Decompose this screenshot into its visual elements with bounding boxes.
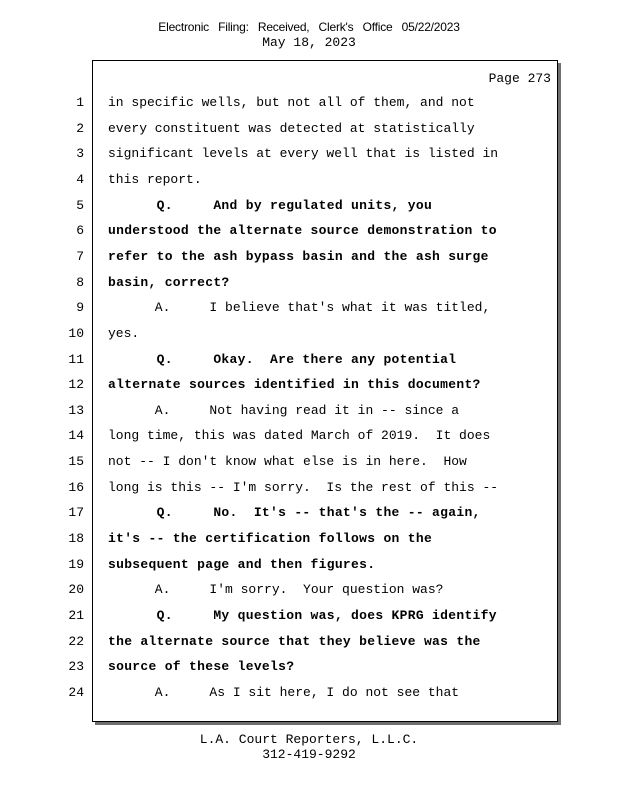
transcript-line xyxy=(0,298,618,318)
transcript-line xyxy=(0,580,618,600)
transcript-line xyxy=(0,119,618,139)
line-text: every constituent was detected at statistically xyxy=(108,121,475,136)
transcript-line xyxy=(0,196,618,216)
line-text: yes. xyxy=(108,326,140,341)
transcript-line xyxy=(0,632,618,652)
line-number: 1 xyxy=(76,95,84,110)
line-number: 2 xyxy=(76,121,84,136)
line-number: 4 xyxy=(76,172,84,187)
line-text: refer to the ash bypass basin and the ash surge xyxy=(108,249,489,264)
line-number: 11 xyxy=(68,352,84,367)
line-number: 17 xyxy=(68,505,84,520)
transcript-line xyxy=(0,478,618,498)
filing-stamp: Electronic Filing: Received, Clerk's Office 05/22/2023 xyxy=(158,20,460,34)
line-number: 20 xyxy=(68,582,84,597)
line-text: A. I'm sorry. Your question was? xyxy=(108,582,444,597)
transcript-line xyxy=(0,273,618,293)
reporter-company: L.A. Court Reporters, L.L.C. xyxy=(199,732,419,747)
line-text: not -- I don't know what else is in here. How xyxy=(108,454,467,469)
line-text: it's -- the certification follows on the xyxy=(108,531,433,546)
line-number: 21 xyxy=(68,608,84,623)
page-number: Page 273 xyxy=(488,71,551,86)
line-text: Q. No. It's -- that's the -- again, xyxy=(108,505,481,520)
line-text: understood the alternate source demonstration to xyxy=(108,223,497,238)
line-number: 5 xyxy=(76,198,84,213)
line-text: long time, this was dated March of 2019. It does xyxy=(108,428,491,443)
line-text: basin, correct? xyxy=(108,275,230,290)
line-number: 15 xyxy=(68,454,84,469)
line-text: A. As I sit here, I do not see that xyxy=(108,685,460,700)
transcript-line xyxy=(0,324,618,344)
line-number: 16 xyxy=(68,480,84,495)
line-text: this report. xyxy=(108,172,202,187)
line-text: in specific wells, but not all of them, and not xyxy=(108,95,475,110)
transcript-line xyxy=(0,606,618,626)
transcript-line xyxy=(0,350,618,370)
transcript-line xyxy=(0,426,618,446)
line-text: A. Not having read it in -- since a xyxy=(108,403,460,418)
line-text: Q. Okay. Are there any potential xyxy=(108,352,457,367)
line-text: subsequent page and then figures. xyxy=(108,557,376,572)
line-text: source of these levels? xyxy=(108,659,295,674)
line-text: significant levels at every well that is listed in xyxy=(108,146,499,161)
line-number: 22 xyxy=(68,634,84,649)
transcript-line xyxy=(0,144,618,164)
line-text: A. I believe that's what it was titled, xyxy=(108,300,491,315)
transcript-line xyxy=(0,529,618,549)
line-number: 3 xyxy=(76,146,84,161)
line-number: 14 xyxy=(68,428,84,443)
reporter-phone: 312-419-9292 xyxy=(262,747,356,762)
line-number: 6 xyxy=(76,223,84,238)
line-number: 19 xyxy=(68,557,84,572)
line-text: alternate sources identified in this document? xyxy=(108,377,481,392)
transcript-line xyxy=(0,657,618,677)
line-number: 8 xyxy=(76,275,84,290)
transcript-line xyxy=(0,93,618,113)
footer xyxy=(0,732,618,762)
transcript-line xyxy=(0,452,618,472)
line-number: 10 xyxy=(68,326,84,341)
transcript-line xyxy=(0,247,618,267)
line-text: Q. My question was, does KPRG identify xyxy=(108,608,497,623)
line-number: 13 xyxy=(68,403,84,418)
transcript-line xyxy=(0,221,618,241)
line-text: long is this -- I'm sorry. Is the rest of this -- xyxy=(108,480,499,495)
line-number: 12 xyxy=(68,377,84,392)
transcript-line xyxy=(0,683,618,703)
line-number: 23 xyxy=(68,659,84,674)
line-number: 7 xyxy=(76,249,84,264)
line-number: 9 xyxy=(76,300,84,315)
transcript-line xyxy=(0,401,618,421)
deposition-date: May 18, 2023 xyxy=(262,35,356,50)
transcript-line xyxy=(0,503,618,523)
transcript-line xyxy=(0,555,618,575)
transcript-line xyxy=(0,375,618,395)
line-text: Q. And by regulated units, you xyxy=(108,198,433,213)
line-number: 18 xyxy=(68,531,84,546)
transcript-line xyxy=(0,170,618,190)
line-text: the alternate source that they believe was the xyxy=(108,634,481,649)
line-number: 24 xyxy=(68,685,84,700)
